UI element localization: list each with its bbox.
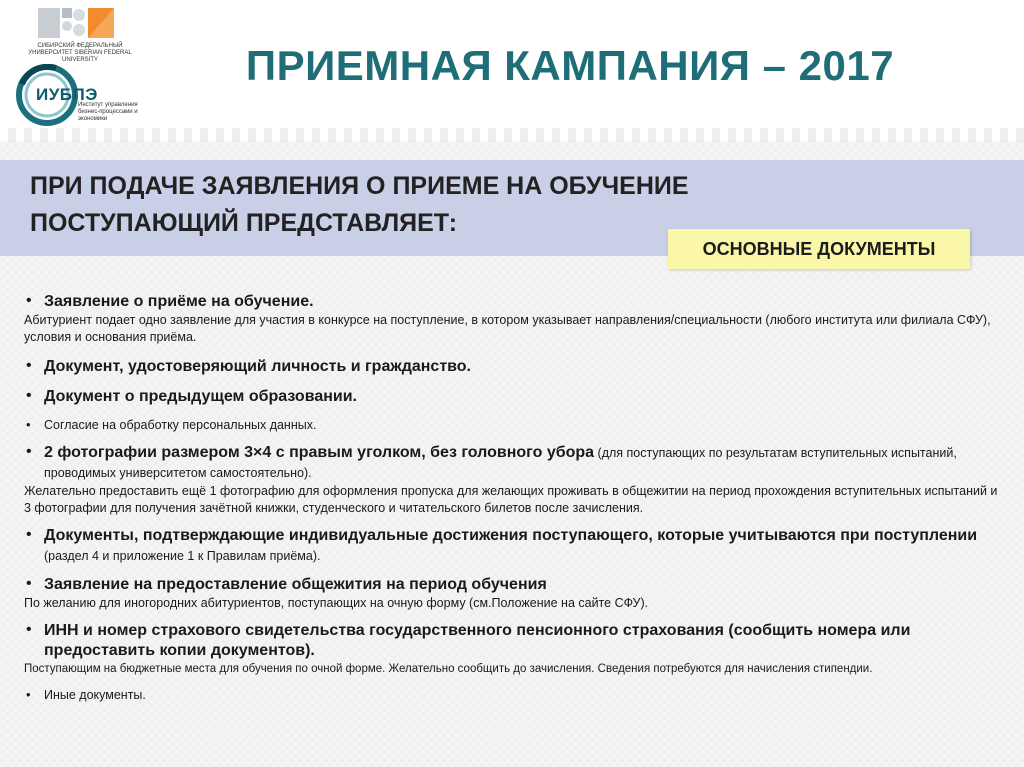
- iubpe-logo-caption: Институт управления бизнес-процессами и экономики: [78, 102, 138, 122]
- list-item: [22, 357, 1004, 377]
- bullet-icon: •: [26, 575, 32, 592]
- main-documents-badge: ОСНОВНЫЕ ДОКУМЕНТЫ: [668, 229, 970, 269]
- list-item-inline-note: (раздел 4 и приложение 1 к Правилам приёма).: [44, 549, 321, 563]
- subtitle-line-2: ПОСТУПАЮЩИЙ ПРЕДСТАВЛЯЕТ:: [30, 209, 458, 237]
- list-item-title: 2 фотографии размером 3×4 с правым уголком, без головного убора: [44, 444, 595, 461]
- list-item-title: Заявление о приёме на обучение.: [44, 293, 314, 310]
- list-item: [22, 417, 1004, 434]
- bullet-icon: •: [26, 687, 31, 702]
- sfu-logo-caption: СИБИРСКИЙ ФЕДЕРАЛЬНЫЙ УНИВЕРСИТЕТ SIBERIAN FEDERAL UNIVERSITY: [28, 43, 132, 63]
- list-item-title: Иные документы.: [44, 688, 146, 702]
- list-item-note: По желанию для иногородних абитуриентов, поступающих на очную форму (см.Положение на сайте СФУ).: [24, 596, 649, 610]
- bullet-icon: •: [26, 417, 31, 432]
- list-item-title: Документы, подтверждающие индивидуальные достижения поступающего, которые учитываются при поступлении: [44, 527, 978, 544]
- list-item-title-group: [44, 526, 1004, 566]
- list-item: [22, 292, 1004, 346]
- list-item-title: Согласие на обработку персональных данных.: [44, 418, 317, 432]
- iubpe-logo: [16, 64, 140, 128]
- header-divider: [0, 128, 1024, 142]
- bullet-icon: •: [26, 387, 32, 404]
- sfu-emblem-icon: [32, 6, 122, 42]
- iubpe-logo-abbr: ИУБПЭ: [36, 85, 98, 104]
- bullet-icon: •: [26, 526, 32, 543]
- list-item: [22, 443, 1004, 517]
- subtitle-line-1: ПРИ ПОДАЧЕ ЗАЯВЛЕНИЯ О ПРИЕМЕ НА ОБУЧЕНИЕ: [30, 172, 689, 200]
- list-item: [22, 575, 1004, 612]
- bullet-icon: •: [26, 357, 32, 374]
- list-item-title: Документ о предыдущем образовании.: [44, 388, 357, 405]
- list-item-note: Поступающим на бюджетные места для обучения по очной форме. Желательно сообщить до зачисления. Сведения потребуются для начисления стипендии.: [24, 663, 873, 675]
- list-item: [22, 687, 1004, 704]
- list-item: [22, 526, 1004, 566]
- list-item-inline-note: (для поступающих по результатам вступительных испытаний, проводимых университетом самостоятельно).: [44, 446, 957, 480]
- documents-list: [22, 292, 1004, 704]
- page-title: ПРИЕМНАЯ КАМПАНИЯ – 2017: [245, 42, 895, 89]
- sfu-logo: [20, 6, 140, 62]
- list-item-note: Желательно предоставить ещё 1 фотографию для оформления пропуска для желающих проживать в общежитии на период прохождения вступительных испытаний и 3 фотографии для получения зачётной книжки, студенческого и читательского билетов после зачисления.: [24, 484, 998, 515]
- list-item: [22, 387, 1004, 407]
- bullet-icon: •: [26, 621, 32, 638]
- bullet-icon: •: [26, 292, 32, 309]
- list-item-title: Документ, удостоверяющий личность и гражданство.: [44, 358, 471, 375]
- list-item-title: Заявление на предоставление общежития на период обучения: [44, 576, 547, 593]
- list-item: [22, 621, 1004, 678]
- bullet-icon: •: [26, 443, 32, 460]
- list-item-note: Абитуриент подает одно заявление для участия в конкурсе на поступление, в котором указывает направления/специальности (любого института или филиала СФУ), условия и основания приёма.: [24, 313, 991, 344]
- list-item-title: ИНН и номер страхового свидетельства государственного пенсионного страхования (сообщить номера или предоставить копии документов).: [44, 622, 911, 659]
- list-item-title-group: [44, 443, 1004, 483]
